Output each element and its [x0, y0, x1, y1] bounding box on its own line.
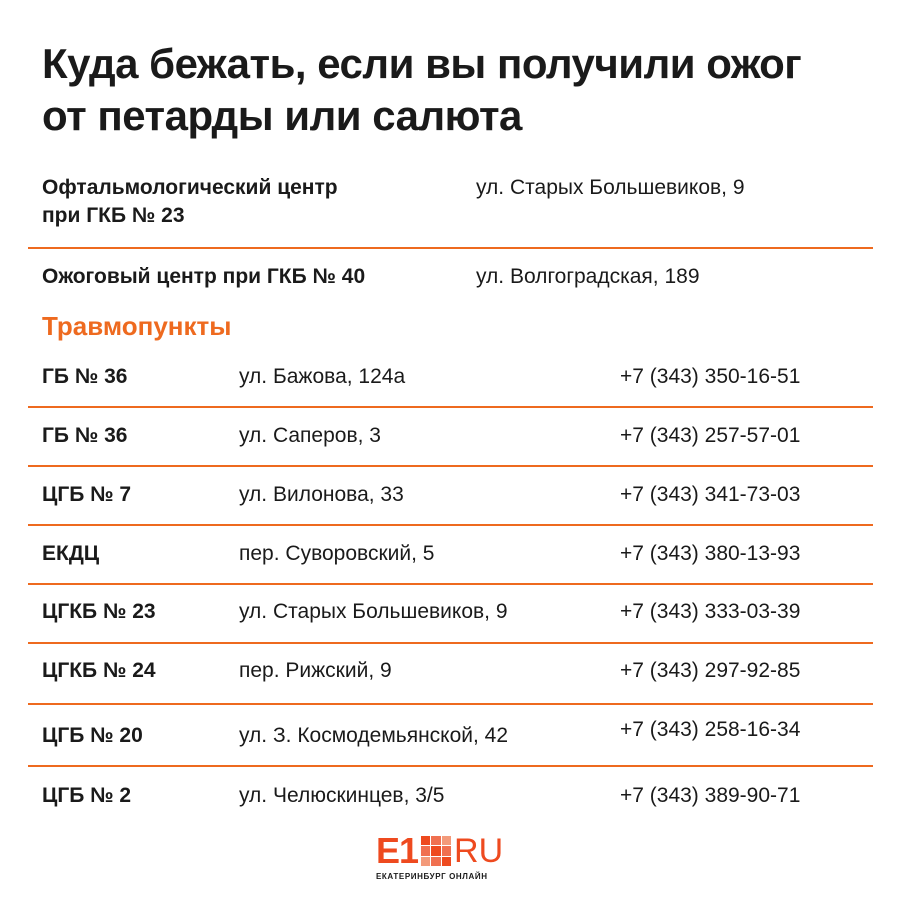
table-row: [42, 779, 872, 813]
clinic-phone: +7 (343) 297-92-85: [620, 659, 801, 682]
clinic-name: ЦГБ № 20: [42, 724, 143, 747]
logo-tagline: ЕКАТЕРИНБУРГ ОНЛАЙН: [376, 872, 488, 881]
clinic-address: ул. Старых Большевиков, 9: [239, 600, 508, 623]
clinic-name: ЦГКБ № 24: [42, 659, 156, 682]
clinic-phone: +7 (343) 257-57-01: [620, 424, 801, 447]
logo-domain: RU: [454, 832, 504, 870]
divider: [28, 703, 873, 705]
table-row: [42, 654, 872, 688]
divider: [28, 406, 873, 408]
clinic-name: ЕКДЦ: [42, 542, 100, 565]
center-name: Офтальмологический центр при ГКБ № 23: [42, 176, 338, 227]
clinic-name: ГБ № 36: [42, 424, 128, 447]
divider: [28, 583, 873, 585]
divider: [28, 524, 873, 526]
center-address: ул. Старых Большевиков, 9: [476, 176, 745, 199]
clinic-name: ЦГКБ № 23: [42, 600, 156, 623]
clinic-phone: +7 (343) 258-16-34: [620, 718, 801, 741]
clinic-address: ул. Вилонова, 33: [239, 483, 404, 506]
clinic-name: ГБ № 36: [42, 365, 128, 388]
logo-brand: E1: [376, 830, 419, 871]
logo-mark: [376, 830, 504, 871]
table-row: [42, 719, 872, 753]
table-row: [42, 478, 872, 512]
center-address: ул. Волгоградская, 189: [476, 265, 700, 288]
divider: [28, 642, 873, 644]
divider: [28, 465, 873, 467]
clinic-phone: +7 (343) 350-16-51: [620, 365, 801, 388]
clinic-name: ЦГБ № 2: [42, 784, 132, 807]
clinic-phone: +7 (343) 341-73-03: [620, 483, 801, 506]
e1-logo: [376, 830, 526, 884]
logo-square-icon: [421, 836, 451, 866]
table-row: [42, 537, 872, 571]
title-line-2: от петарды или салюта: [42, 92, 522, 139]
section-title: Травмопункты: [42, 311, 232, 341]
table-row: [42, 595, 872, 629]
clinic-address: пер. Суворовский, 5: [239, 542, 435, 565]
clinic-address: ул. З. Космодемьянской, 42: [239, 724, 509, 747]
table-row: [42, 360, 872, 394]
page-title: [42, 38, 882, 142]
divider: [28, 765, 873, 767]
clinic-name: ЦГБ № 7: [42, 483, 132, 506]
clinic-address: ул. Бажова, 124а: [239, 365, 406, 388]
clinic-phone: +7 (343) 333-03-39: [620, 600, 801, 623]
clinic-address: пер. Рижский, 9: [239, 659, 392, 682]
clinic-address: ул. Челюскинцев, 3/5: [239, 784, 445, 807]
clinic-phone: +7 (343) 380-13-93: [620, 542, 801, 565]
table-row: [42, 419, 872, 453]
clinic-address: ул. Саперов, 3: [239, 424, 381, 447]
title-line-1: Куда бежать, если вы получили ожог: [42, 40, 802, 87]
divider: [28, 247, 873, 249]
clinic-phone: +7 (343) 389-90-71: [620, 784, 801, 807]
center-name: Ожоговый центр при ГКБ № 40: [42, 265, 366, 288]
